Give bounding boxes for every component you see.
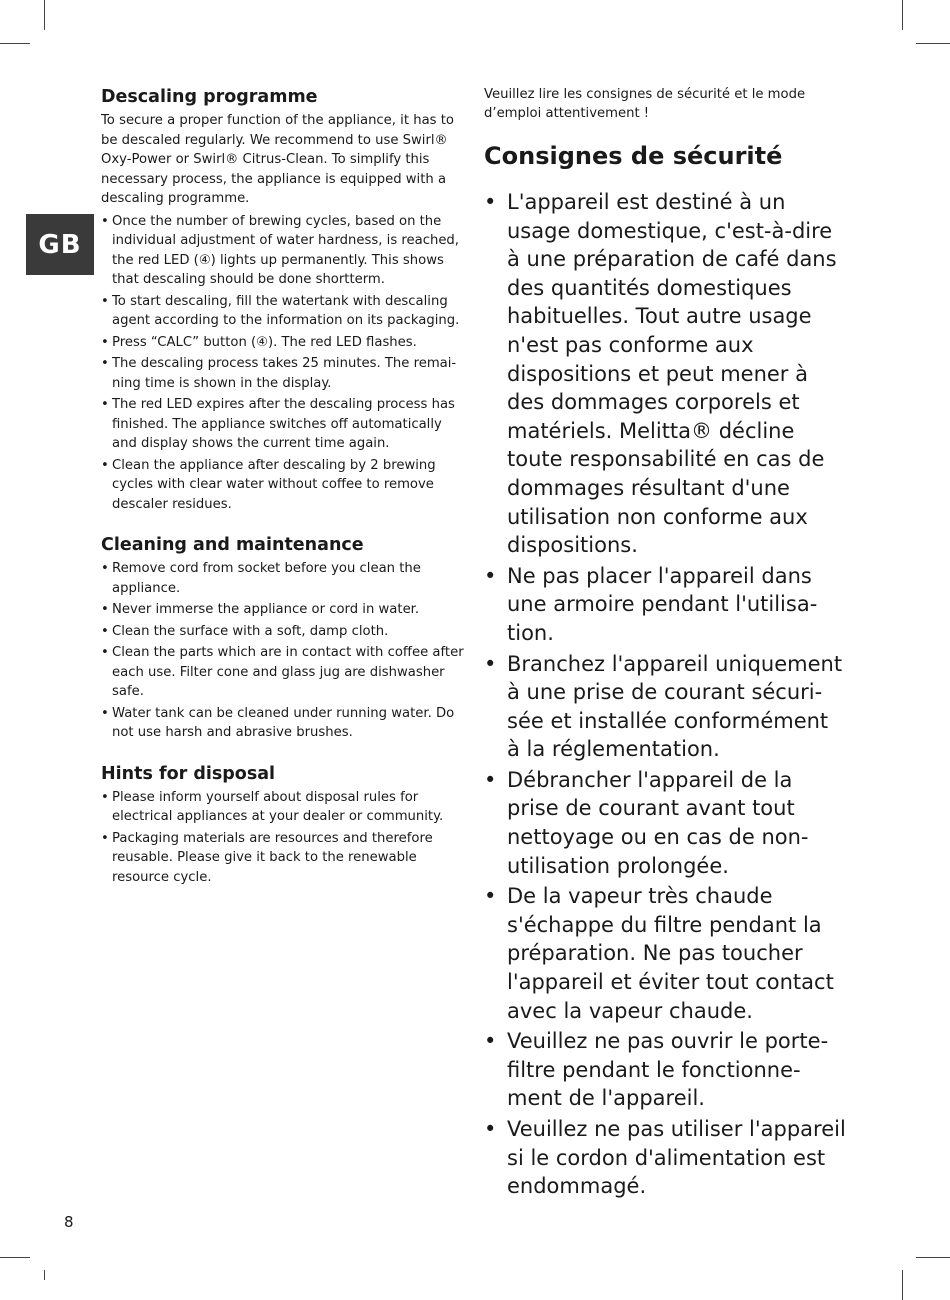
list-item: • Débrancher l'appareil de la prise de courant avant tout nettoyage ou en cas de non-utilisation prolongée. [484,766,846,880]
list-item: • De la vapeur très chaude s'échappe du filtre pendant la préparation. Ne pas toucher l'appareil et éviter tout contact avec la vapeur chaude. [484,882,846,1025]
list-item: • The red LED expires after the descaling process has finished. The appliance switches off automatically and display shows the current time again. [101,395,467,454]
list-item: • Clean the appliance after descaling by 2 brewing cycles with clear water without coffee to remove descaler residues. [101,456,467,515]
descaling-heading: Descaling programme [101,87,318,107]
cleaning-heading: Cleaning and maintenance [101,535,364,555]
list-item: • Remove cord from socket before you clean the appliance. [101,559,467,598]
list-item: • The descaling process takes 25 minutes. The remaining time is shown in the display. [101,354,467,393]
list-item: • Branchez l'appareil uniquement à une prise de courant sécurisée et installée conformément à la réglementation. [484,650,846,764]
cleaning-section [101,534,467,743]
cleaning-list [101,559,467,743]
list-item: • Never immerse the appliance or cord in water. [101,600,467,620]
list-item: • Veuillez ne pas ouvrir le porte-filtre pendant le fonctionnement de l'appareil. [484,1027,846,1113]
crop-mark [44,0,45,30]
list-item: • Veuillez ne pas utiliser l'appareil si le cordon d'alimentation est endommagé. [484,1115,846,1201]
disposal-list [101,788,467,888]
language-tab-label: GB [38,229,82,260]
crop-mark [916,43,950,44]
disposal-section [101,763,467,888]
language-tab [26,214,94,275]
list-item: • Once the number of brewing cycles, based on the individual adjustment of water hardness, is reached, the red LED (④) lights up permanently. This shows that descaling should be done shortterm. [101,212,467,290]
safety-heading: Consignes de sécurité [484,142,783,170]
crop-mark [916,1257,950,1258]
list-item: • To start descaling, fill the watertank with descaling agent according to the information on its packaging. [101,292,467,331]
list-item: • Ne pas placer l'appareil dans une armoire pendant l'utilisation. [484,562,846,648]
disposal-heading: Hints for disposal [101,763,276,784]
descaling-list [101,212,467,515]
list-item: • Clean the parts which are in contact with coffee after each use. Filter cone and glass jug are dishwasher safe. [101,643,467,702]
safety-intro: Veuillez lire les consignes de sécurité et le mode d’emploi attentivement ! [484,87,806,121]
list-item: • Packaging materials are resources and therefore reusable. Please give it back to the renewable resource cycle. [101,829,467,888]
crop-mark [902,1270,903,1300]
right-column [484,86,846,1203]
descaling-section [101,86,467,514]
crop-mark [902,0,903,30]
list-item: • Clean the surface with a soft, damp cloth. [101,622,467,642]
crop-mark [0,43,30,44]
list-item: • L'appareil est destiné à un usage domestique, c'est-à-dire à une préparation de café dans des quantités domestiques habituelles. Tout autre usage n'est pas conforme aux dispositions et peut mener à des dommages corporels et matériels. Melitta® décline toute responsabilité en cas de dommages résultant d'une utilisation non conforme aux dispositions. [484,188,846,560]
crop-mark [0,1257,30,1258]
list-item: • Press “CALC” button (④). The red LED flashes. [101,333,467,353]
safety-list [484,188,846,1201]
list-item: • Water tank can be cleaned under running water. Do not use harsh and abrasive brushes. [101,704,467,743]
crop-mark [44,1270,45,1280]
list-item: • Please inform yourself about disposal rules for electrical appliances at your dealer or community. [101,788,467,827]
left-column [101,86,467,907]
page-number: 8 [64,1213,74,1231]
descaling-intro: To secure a proper function of the appliance, it has to be descaled regularly. We recommend to use Swirl® Oxy-Power or Swirl® Citrus-Clean. To simplify this necessary process, the appliance is equipped with a descaling programme. [101,113,454,206]
